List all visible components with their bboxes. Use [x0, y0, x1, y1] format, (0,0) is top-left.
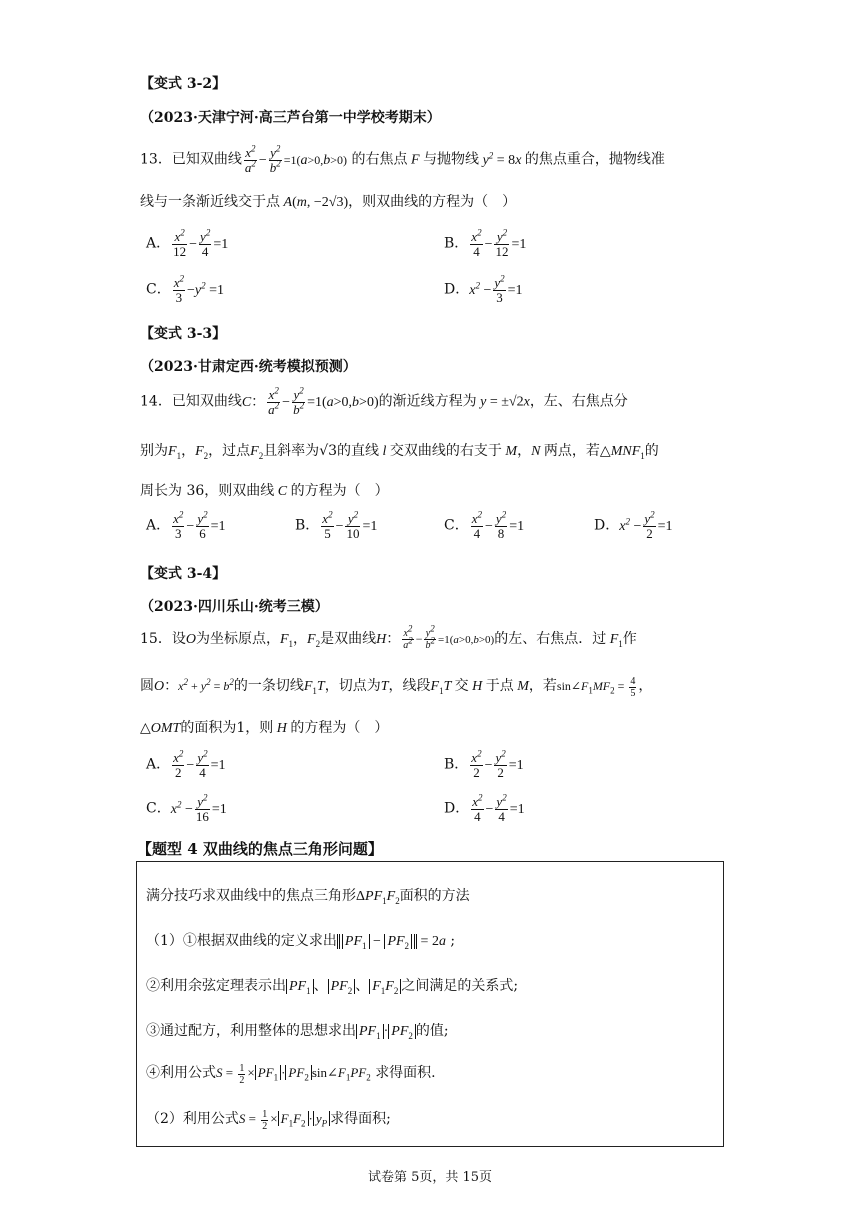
q14-text-i: 两点，若	[543, 443, 600, 459]
q14-option-b[interactable]: B． $\frac{x^2}{5}$ − $\frac{y^2}{10}$ =1	[295, 509, 378, 541]
q14-text-c: ，左、右焦点分	[529, 393, 628, 410]
type-4-heading: 【题型 4 双曲线的焦点三角形问题】	[137, 840, 383, 858]
q15-text-c: 是双曲线	[320, 631, 377, 647]
step-2: ②利用余弦定理表示出 $PF_1$ 、 $PF_2$ 、 $F_1F_2$ 之间满足的关系式;	[146, 978, 519, 996]
step-4-text-b: 求得面积.	[375, 1065, 436, 1081]
step-5-text-b: 求得面积;	[330, 1111, 391, 1127]
q14-text-h: 交双曲线的右支于	[389, 443, 502, 459]
q14-text-k: 周长为 36，则双曲线	[140, 483, 275, 499]
q15-text-h: ，切点为	[324, 678, 381, 694]
q14-text-b: 的渐近线方程为	[378, 393, 477, 410]
step-4-text: ④利用公式	[146, 1065, 216, 1081]
question-14-line2: 别为$F_1$，$F_2$，过点$F_2$且斜率为√3的直线 l 交双曲线的右支于 M，N 两点，若$\triangle MNF_1$的	[140, 443, 659, 461]
variant-3-2-heading: 【变式 3-2】	[140, 76, 227, 92]
q15-text-m: 的面积为	[180, 720, 237, 736]
q15-text-i: ，线段	[388, 678, 431, 694]
q15-option-d[interactable]: D． $\frac{x^2}{4}$ − $\frac{y^2}{4}$ =1	[444, 792, 525, 824]
q14-option-a[interactable]: A． $\frac{x^2}{3}$ − $\frac{y^2}{6}$ =1	[146, 509, 226, 541]
q15-text-a: 设	[171, 631, 186, 647]
variant-3-3-heading: 【变式 3-3】	[140, 326, 227, 342]
q13-text-e: 线与一条渐近线交于点	[140, 194, 280, 210]
box-title-text: 满分技巧求双曲线中的焦点三角形	[146, 888, 356, 904]
q15-option-a[interactable]: A． $\frac{x^2}{2}$ − $\frac{y^2}{4}$ =1	[146, 748, 226, 780]
question-number: 13．	[140, 151, 172, 168]
hyperbola-equation: $\frac{x^2}{a^2}$ − $\frac{y^2}{b^2}$ =1(a>0,b>0)	[244, 143, 348, 175]
box-title-text-b: 面积的方法	[399, 888, 470, 904]
variant-3-4-source: （2023·四川乐山·统考三模）	[140, 599, 329, 615]
q14-text-j: 的	[644, 443, 659, 459]
step-5: （2）利用公式S = $\frac{1}{2}$ × $F_1F_2 \cdot y_P$ 求得面积;	[146, 1108, 391, 1132]
step-2-text-b: 之间满足的关系式;	[401, 978, 519, 994]
variant-3-4-heading: 【变式 3-4】	[140, 566, 227, 582]
q13-option-d[interactable]: D．$x^2$ − $\frac{y^2}{3}$ =1	[444, 273, 523, 305]
q14-text-l: 的方程为（ ）	[290, 483, 389, 499]
q13-text-d: 的焦点重合，抛物线准	[524, 151, 665, 168]
page-footer: 试卷第 5页，共 15页	[367, 1170, 493, 1185]
q14-text-e: ，过点	[208, 443, 251, 459]
q14-text-a: 已知双曲线	[171, 393, 242, 410]
step-2-text: ②利用余弦定理表示出	[146, 978, 286, 994]
q13-text-a: 已知双曲线	[171, 151, 242, 168]
question-15-line1: 15．设O为坐标原点，$F_1$，$F_2$是双曲线H： $\frac{x^2}{a^2}$ − $\frac{y^2}{b^2}$ =1(a>0,b>0)的左、右焦点．过 $F_1$作	[140, 623, 637, 652]
q15-option-c[interactable]: C．$x^2$ − $\frac{y^2}{16}$ =1	[146, 792, 227, 824]
q13-option-b[interactable]: B． $\frac{x^2}{4}$ − $\frac{y^2}{12}$ =1	[444, 227, 527, 259]
q13-option-c[interactable]: C． $\frac{x^2}{3}$ $-y^2 =1$	[146, 273, 225, 305]
question-13-line2	[140, 191, 516, 211]
parabola-equation: $y^2 = 8x$	[479, 150, 525, 168]
step-3: ③通过配方，利用整体的思想求出 $PF_1 \cdot PF_2$ 的值;	[146, 1023, 449, 1041]
step-4: ④利用公式S = $\frac{1}{2}$ × $PF_1 \cdot PF_2$ $\sin\angle F_1PF_2$ 求得面积.	[146, 1062, 436, 1086]
q13-text-f: ，则双曲线的方程为（ ）	[348, 194, 517, 210]
question-number: 15．	[140, 631, 172, 647]
q15-text-f: 圆	[140, 678, 154, 694]
q15-text-o: 的方程为（ ）	[290, 720, 389, 736]
step-3-text: ③通过配方，利用整体的思想求出	[146, 1023, 356, 1039]
question-13-line1: 13．已知双曲线 $\frac{x^2}{a^2}$ − $\frac{y^2}{b^2}$ =1(a>0,b>0) 的右焦点 F 与抛物线 $y^2 = 8x$ 的焦点重合，抛物线准	[140, 143, 665, 175]
question-15-line2: 圆O：$x^2 + y^2 = b^2$的一条切线$F_1T$，切点为T，线段$F_1T$ 交 H 于点 M，若$\sin\angle F_1MF_2$ = $\frac{4}{5}$ ，	[140, 675, 653, 699]
q15-text-d: 的左、右焦点．过	[494, 631, 607, 647]
q14-text-d: 别为	[140, 443, 168, 459]
question-15-line3: △OMT的面积为1，则 H 的方程为（ ）	[140, 720, 389, 736]
q15-text-j: 交	[454, 678, 469, 694]
q15-option-b[interactable]: B． $\frac{x^2}{2}$ − $\frac{y^2}{2}$ =1	[444, 748, 524, 780]
q13-text-c: 与抛物线	[423, 151, 480, 168]
q15-text-l: ，若	[528, 678, 557, 694]
box-title: 满分技巧求双曲线中的焦点三角形$\Delta PF_1F_2$面积的方法	[146, 888, 470, 906]
question-14-line3: 周长为 36，则双曲线 C 的方程为（ ）	[140, 483, 389, 499]
q14-option-c[interactable]: C． $\frac{x^2}{4}$ − $\frac{y^2}{8}$ =1	[444, 509, 525, 541]
point-a: A(m, −2√3)	[280, 195, 349, 210]
q13-text-b: 的右焦点	[351, 151, 408, 168]
q15-text-k: 于点	[485, 678, 514, 694]
variant-3-3-source: （2023·甘肃定西·统考模拟预测）	[140, 359, 357, 375]
question-number: 14．	[140, 393, 172, 410]
q15-text-g: 的一条切线	[233, 678, 304, 694]
q14-text-f: 且斜率为	[263, 443, 320, 459]
q15-text-n: ，则	[245, 720, 274, 736]
q13-option-a[interactable]: A． $\frac{x^2}{12}$ − $\frac{y^2}{4}$ =1	[146, 227, 229, 259]
q15-text-e: 作	[622, 631, 637, 647]
step-3-text-b: 的值;	[415, 1023, 449, 1039]
hyperbola-c-equation: C： $\frac{x^2}{a^2}$ − $\frac{y^2}{b^2}$ =1(a>0,b>0)	[241, 385, 379, 417]
step-1: （1）①根据双曲线的定义求出 $PF_1 - PF_2 = 2a$ ;	[146, 933, 456, 951]
question-14-line1	[140, 385, 628, 417]
q15-text-b: 为坐标原点，	[195, 631, 280, 647]
step-5-text: （2）利用公式	[146, 1111, 239, 1127]
q14-option-d[interactable]: D．$x^2$ − $\frac{y^2}{2}$ =1	[594, 509, 673, 541]
step-1-text: （1）①根据双曲线的定义求出	[146, 933, 337, 949]
variant-3-2-source: （2023·天津宁河·高三芦台第一中学校考期末）	[140, 110, 441, 126]
q14-text-g: 的直线	[337, 443, 380, 459]
asymptote-equation: y = ±√2x	[476, 394, 530, 410]
